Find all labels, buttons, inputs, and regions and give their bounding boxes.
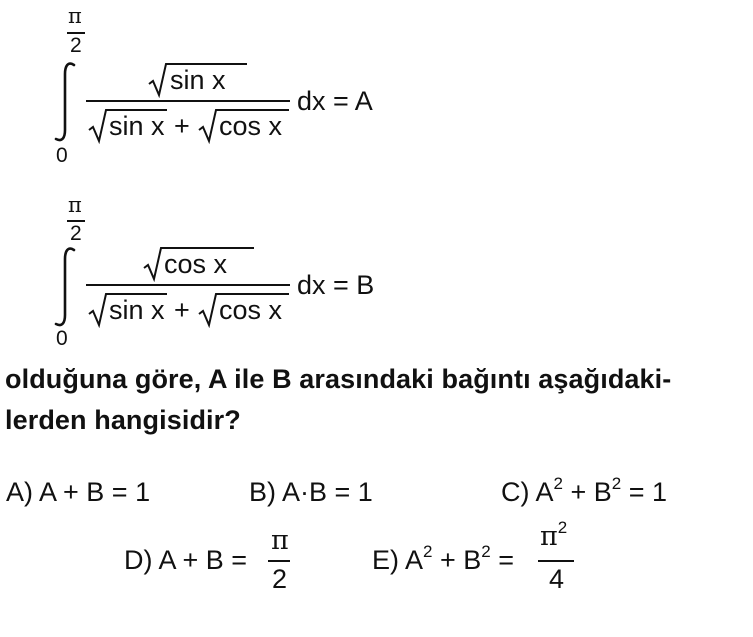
- option-d-fraction-bar: [268, 560, 290, 562]
- option-e-eq: =: [490, 545, 515, 575]
- option-c-exp-b: 2: [611, 474, 622, 493]
- denominator-plus: +: [174, 111, 190, 141]
- fraction-bar: [86, 284, 290, 286]
- integral-sign-icon: [50, 60, 80, 144]
- question-line-1: olduğuna göre, A ile B arasındaki bağıntı aşağıdaki-: [5, 364, 672, 394]
- option-e-num-exp: 2: [557, 518, 568, 537]
- option-e-expression: [372, 542, 515, 576]
- option-e-numerator: [540, 518, 568, 552]
- question-line-2: lerden hangisidir?: [5, 405, 241, 435]
- option-c-mid: + B: [562, 477, 612, 507]
- option-d-denominator: 2: [272, 564, 288, 594]
- option-e-exp-a: 2: [423, 542, 433, 561]
- option-e-mid: + B: [432, 545, 482, 575]
- integral-sign-icon: [50, 245, 80, 329]
- option-c-post: = 1: [621, 477, 668, 507]
- option-e-fraction-bar: [538, 560, 574, 562]
- option-e-pre: E) A: [372, 545, 424, 575]
- upper-limit-pi: π: [68, 193, 82, 217]
- lower-limit: 0: [56, 144, 68, 167]
- option-e-exp-b: 2: [481, 542, 491, 561]
- fraction-bar: [86, 100, 290, 102]
- option-c-pre: C) A: [501, 477, 554, 507]
- lower-limit: 0: [56, 327, 68, 350]
- upper-limit-two: 2: [70, 34, 82, 57]
- option-d-numerator: π: [271, 525, 289, 556]
- denominator-right: cos x: [219, 295, 283, 325]
- denominator-left: sin x: [109, 111, 165, 141]
- option-e-num-base: π: [540, 521, 558, 552]
- option-a[interactable]: A) A + B = 1: [6, 477, 151, 507]
- upper-limit-pi: π: [68, 4, 82, 28]
- option-d-pre: D) A + B =: [124, 545, 248, 575]
- denominator-plus: +: [174, 295, 190, 325]
- upper-limit-two: 2: [70, 222, 82, 245]
- integral-result: dx = A: [297, 86, 373, 116]
- denominator-right: cos x: [219, 111, 283, 141]
- option-b[interactable]: B) A·B = 1: [249, 477, 373, 507]
- option-c-exp-a: 2: [553, 474, 563, 493]
- denominator-left: sin x: [109, 295, 165, 325]
- option-c[interactable]: [501, 474, 668, 508]
- numerator-text: cos x: [164, 249, 228, 279]
- integral-result: dx = B: [297, 270, 375, 300]
- option-e-denominator: 4: [549, 564, 565, 594]
- numerator-text: sin x: [170, 65, 226, 95]
